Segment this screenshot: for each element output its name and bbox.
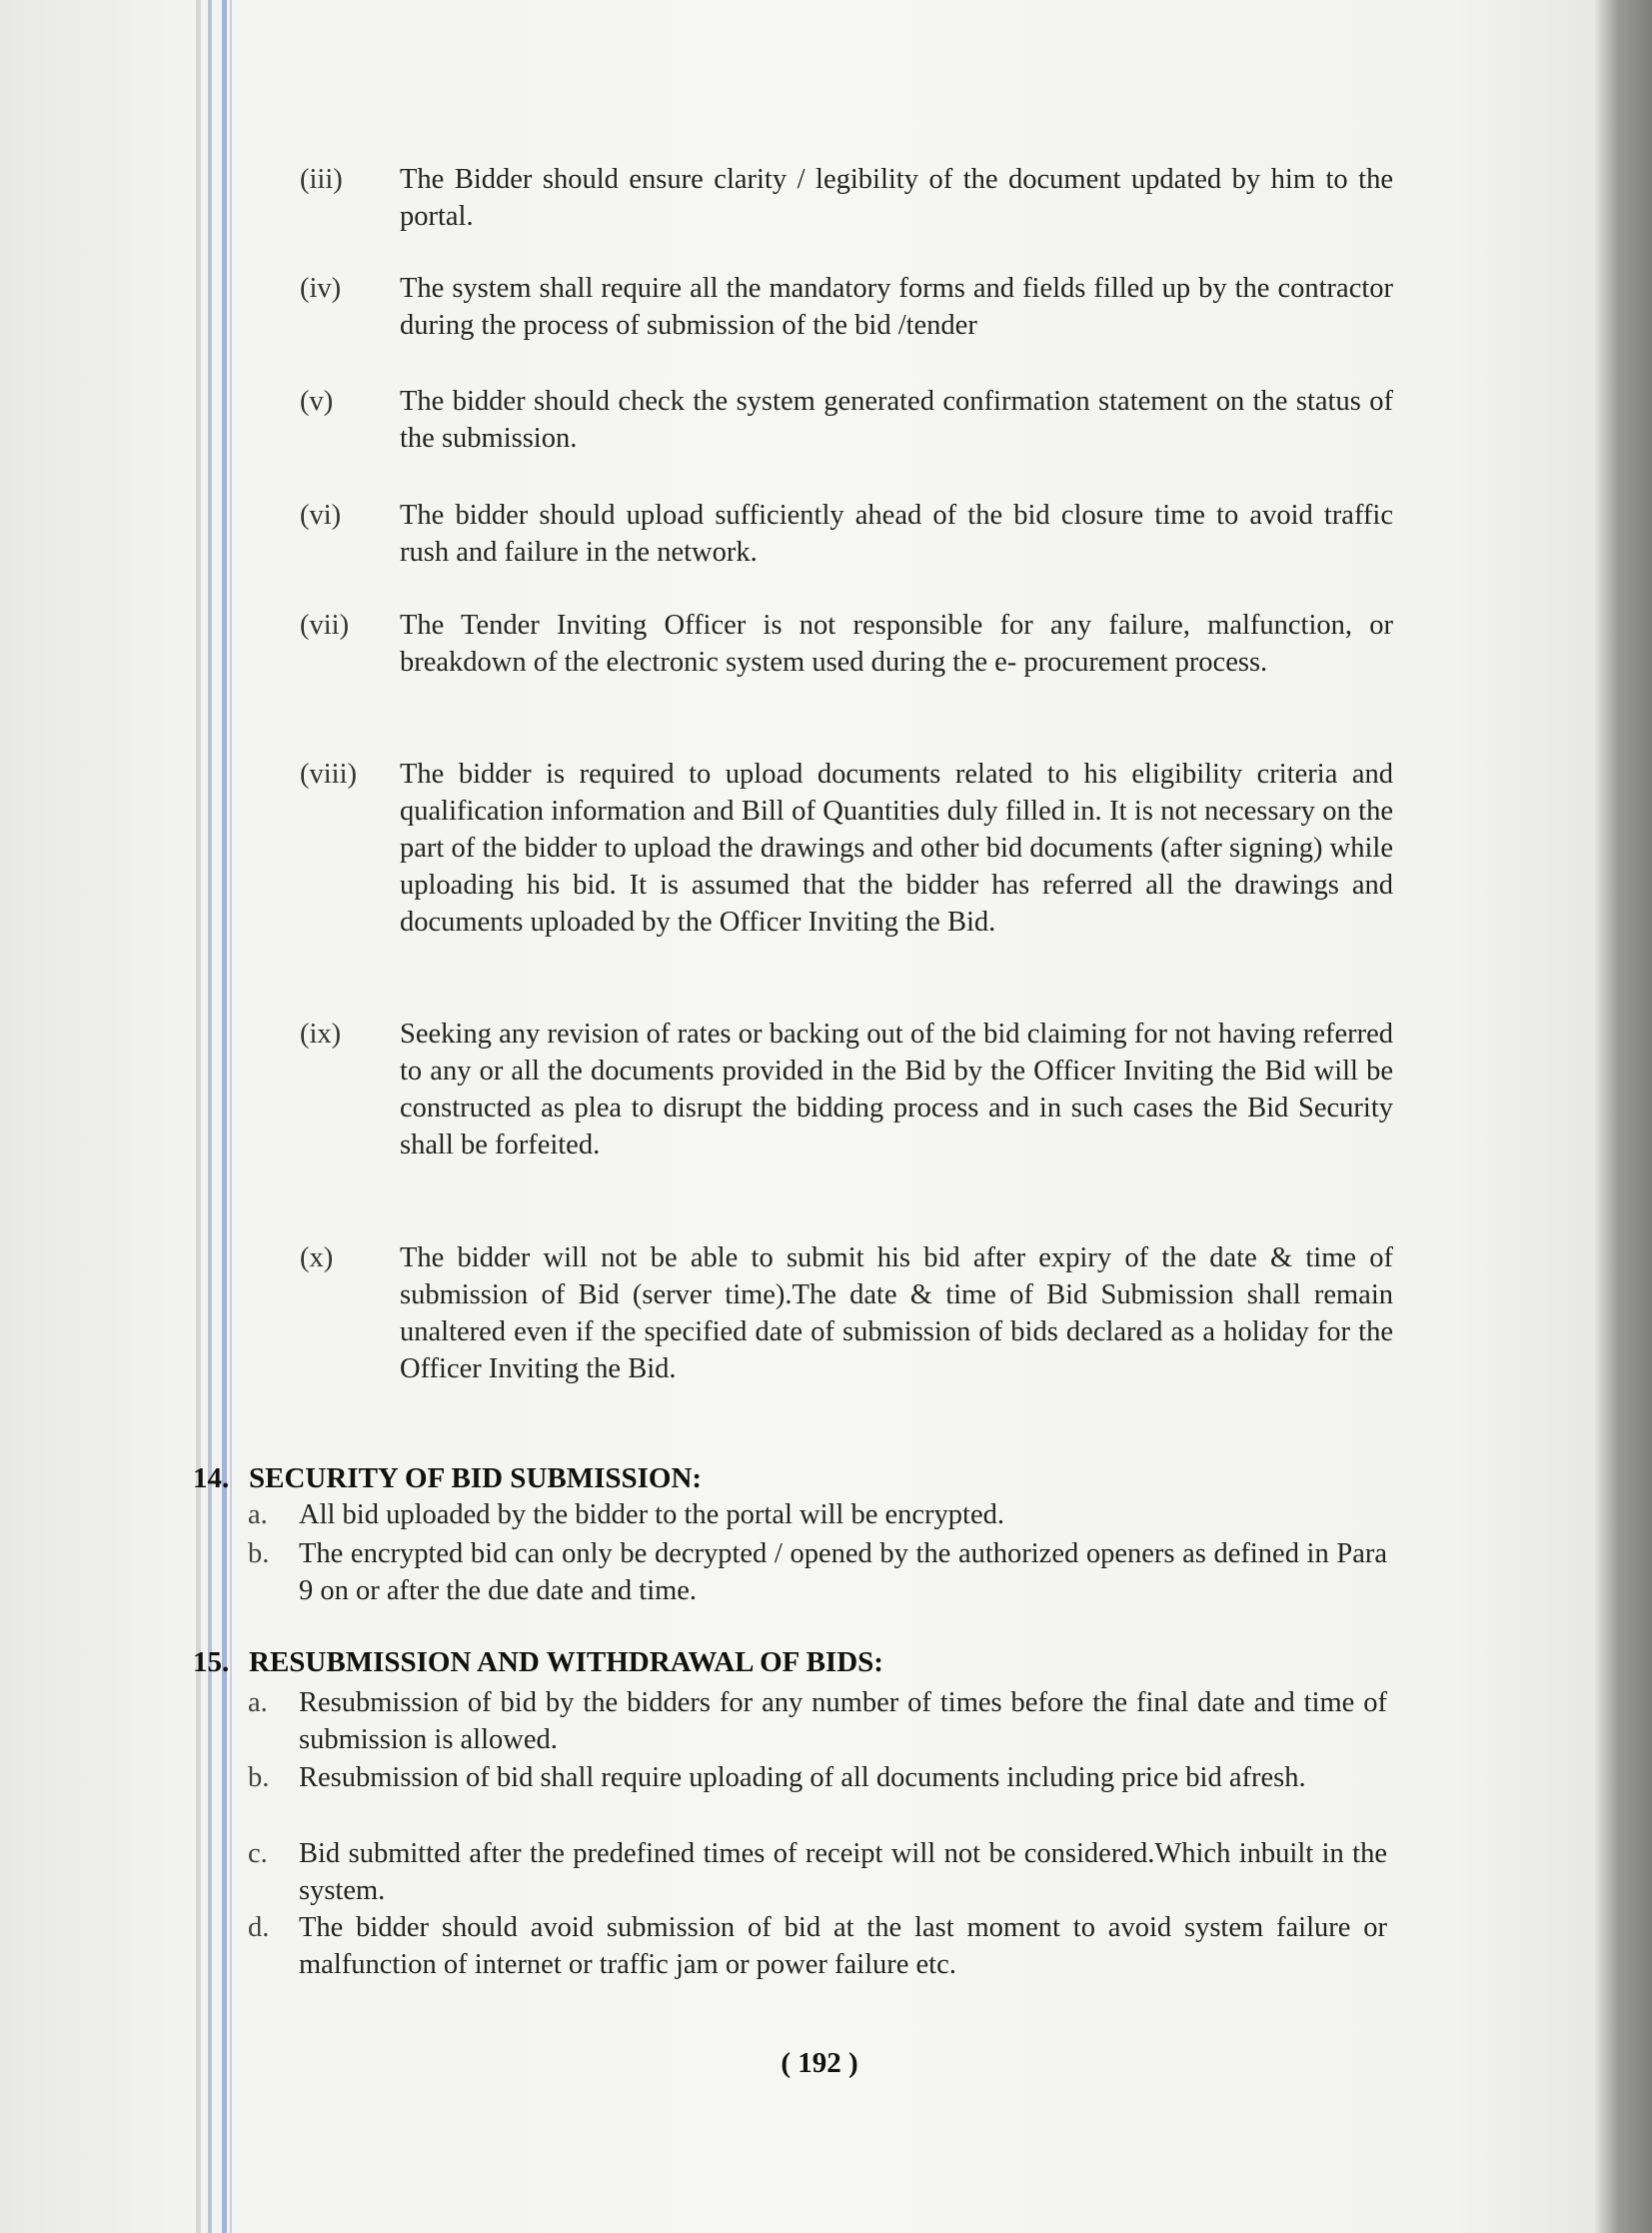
list-item: [300, 161, 1393, 235]
sub-item-text: All bid uploaded by the bidder to the portal will be encrypted.: [299, 1499, 1004, 1530]
binding-line: [230, 0, 232, 2233]
item-number: (iv): [300, 273, 342, 304]
section-heading: [193, 1460, 702, 1496]
item-text: The Bidder should ensure clarity / legibility of the document updated by him to the portal.: [400, 164, 1393, 232]
item-text: The system shall require all the mandatory forms and fields filled up by the contractor during the process of submission of the bid /tender: [400, 273, 1393, 341]
list-item: [300, 497, 1393, 571]
section-title: RESUBMISSION AND WITHDRAWAL OF BIDS:: [249, 1646, 883, 1678]
sub-item-letter: c.: [248, 1838, 268, 1869]
binding-line: [196, 0, 201, 2233]
item-number: (viii): [300, 759, 357, 790]
binding-line: [208, 0, 212, 2233]
item-number: (vi): [300, 500, 342, 531]
section-number: 14.: [193, 1462, 230, 1494]
sub-item: [248, 1684, 1387, 1758]
sub-item-letter: a.: [248, 1499, 268, 1530]
list-item: [300, 607, 1393, 681]
section-number: 15.: [193, 1646, 230, 1678]
sub-item-text: Resubmission of bid shall require uploading of all documents including price bid afresh.: [299, 1762, 1306, 1793]
list-item: [300, 383, 1393, 457]
item-text: The bidder should check the system generated confirmation statement on the status of the submission.: [400, 386, 1393, 454]
item-text: The Tender Inviting Officer is not responsible for any failure, malfunction, or breakdown of the electronic system used during the e- procurement process.: [400, 610, 1393, 678]
sub-item-letter: b.: [248, 1762, 270, 1793]
sub-item-text: The bidder should avoid submission of bid at the last moment to avoid system failure or malfunction of internet or traffic jam or power failure etc.: [299, 1912, 1387, 1980]
sub-item-text: Resubmission of bid by the bidders for any number of times before the final date and time of submission is allowed.: [299, 1687, 1387, 1755]
item-number: (ix): [300, 1019, 342, 1050]
sub-item: [248, 1909, 1387, 1983]
item-text: The bidder will not be able to submit his bid after expiry of the date & time of submission of Bid (server time).The date & time of Bid Submission shall remain unaltered even if the specified date of submission of bids declared as a holiday for the Officer Inviting the Bid.: [400, 1242, 1393, 1384]
item-text: The bidder should upload sufficiently ahead of the bid closure time to avoid traffic rush and failure in the network.: [400, 500, 1393, 568]
item-number: (x): [300, 1242, 334, 1273]
binding-line: [222, 0, 227, 2233]
item-text: The bidder is required to upload documents related to his eligibility criteria and qualification information and Bill of Quantities duly filled in. It is not necessary on the part of the bidder to upload the drawings and other bid documents (after signing) while uploading his bid. It is assumed that the bidder has referred all the drawings and documents uploaded by the Officer Inviting the Bid.: [400, 759, 1393, 938]
section-title: SECURITY OF BID SUBMISSION:: [249, 1462, 703, 1494]
list-item: [300, 270, 1393, 344]
list-item: [300, 756, 1393, 941]
sub-item: [248, 1496, 1387, 1533]
sub-item-letter: d.: [248, 1912, 270, 1943]
page-edge-shadow: [1595, 0, 1652, 2233]
list-item: [300, 1016, 1393, 1163]
item-number: (vii): [300, 610, 350, 641]
item-number: (iii): [300, 164, 343, 195]
sub-item-letter: a.: [248, 1687, 268, 1718]
item-number: (v): [300, 386, 334, 417]
page-number: ( 192 ): [781, 2047, 858, 2079]
section-heading: [193, 1644, 883, 1680]
sub-item: [248, 1535, 1387, 1609]
item-text: Seeking any revision of rates or backing out of the bid claiming for not having referred to any or all the documents provided in the Bid by the Officer Inviting the Bid will be constructed as plea to disrupt the bidding process and in such cases the Bid Security shall be forfeited.: [400, 1019, 1393, 1160]
sub-item-text: The encrypted bid can only be decrypted / opened by the authorized openers as defined in Para 9 on or after the due date and time.: [299, 1538, 1387, 1606]
sub-item-letter: b.: [248, 1538, 270, 1569]
sub-item: [248, 1835, 1387, 1909]
sub-item-text: Bid submitted after the predefined times of receipt will not be considered.Which inbuilt in the system.: [299, 1838, 1387, 1906]
sub-item: [248, 1759, 1387, 1796]
list-item: [300, 1239, 1393, 1387]
